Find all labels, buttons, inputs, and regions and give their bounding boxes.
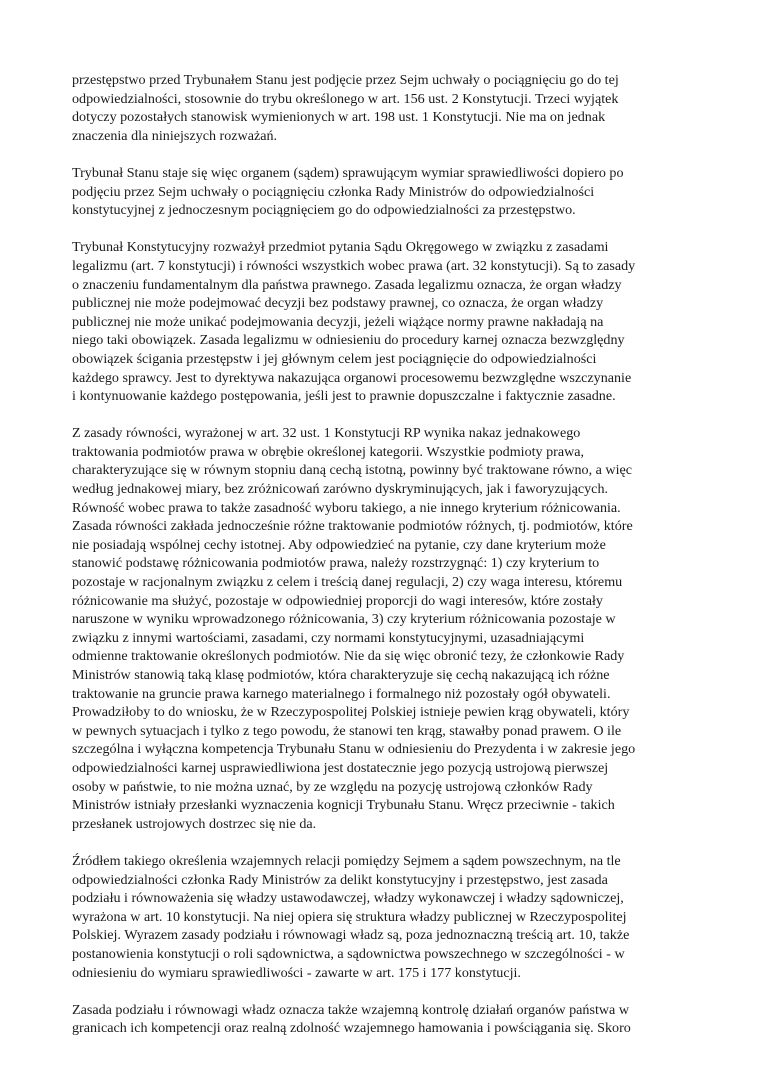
text-line: związku z innymi wartościami, zasadami, czy normami konstytucyjnymi, uzasadniającymi	[72, 629, 585, 646]
text-line: podjęciu przez Sejm uchwały o pociągnięciu członka Rady Ministrów do odpowiedzialności	[72, 183, 595, 200]
text-line: podziału i równoważenia się władzy ustawodawczej, władzy wykonawczej i władzy sądowniczej,	[72, 890, 624, 907]
text-line: Prowadziłoby to do wniosku, że w Rzeczypospolitej Polskiej istnieje pewien krąg obywateli, który	[72, 704, 630, 721]
text-line: nie posiadają wspólnej cechy istotnej. Aby odpowiedzieć na pytanie, czy dane kryterium może	[72, 536, 606, 553]
text-line: osoby w państwie, to nie można uznać, by ze względu na pozycję ustrojową członków Rady	[72, 778, 593, 795]
text-line: o znaczeniu fundamentalnym dla państwa prawnego. Zasada legalizmu oznacza, że organ władzy	[72, 276, 622, 293]
text-line: znaczenia dla niniejszych rozważań.	[72, 127, 278, 144]
text-line: stanowić podstawę różnicowania podmiotów prawa, należy rozstrzygnąć: 1) czy kryterium to	[72, 555, 600, 572]
text-line: dotyczy pozostałych stanowisk wymienionych w art. 198 ust. 1 Konstytucji. Nie ma on jednak	[72, 109, 606, 126]
paragraph	[72, 71, 694, 145]
text-line: obowiązek ścigania przestępstw i jej głównym celem jest pociągnięcie do odpowiedzialności	[72, 350, 597, 367]
document-page	[72, 71, 694, 1038]
text-line: Równość wobec prawa to także zasadność wyboru takiego, a nie innego kryterium różnicowania.	[72, 499, 621, 516]
text-line: niego taki obowiązek. Zasada legalizmu w odniesieniu do procedury karnej oznacza bezwzględny	[72, 332, 625, 349]
text-line: postanowienia konstytucji o roli sądownictwa, a sądownictwa powszechnego w szczególności - w	[72, 945, 625, 962]
text-line: konstytucyjnej z jednoczesnym pociągnięciem go do odpowiedzialności za przestępstwo.	[72, 202, 576, 219]
paragraph	[72, 1001, 694, 1038]
text-line: różnicowanie ma służyć, pozostaje w odpowiedniej proporcji do wagi interesów, które zostały	[72, 592, 603, 609]
paragraph	[72, 238, 694, 405]
text-line: odmienne traktowanie określonych podmiotów. Nie da się więc obronić tezy, że członkowie Rady	[72, 648, 625, 665]
text-line: Trybunał Konstytucyjny rozważył przedmiot pytania Sądu Okręgowego w związku z zasadami	[72, 239, 609, 256]
text-line: Źródłem takiego określenia wzajemnych relacji pomiędzy Sejmem a sądem powszechnym, na tle	[72, 852, 621, 869]
text-line: i kontynuowanie każdego postępowania, jeśli jest to prawnie dopuszczalne i faktycznie zasadne.	[72, 388, 616, 405]
text-line: Ministrów stanowią taką klasę podmiotów, która charakteryzuje się cechą nakazującą ich różne	[72, 667, 610, 683]
text-line: przestępstwo przed Trybunałem Stanu jest podjęcie przez Sejm uchwały o pociągnięciu go do tej	[72, 72, 619, 88]
text-line: Trybunał Stanu staje się więc organem (sądem) sprawującym wymiar sprawiedliwości dopiero po	[72, 164, 624, 181]
text-line: odpowiedzialności, stosownie do trybu określonego w art. 156 ust. 2 Konstytucji. Trzeci wyjątek	[72, 90, 619, 107]
text-line: każdego sprawcy. Jest to dyrektywa nakazująca organowi procesowemu bezwzględne wszczynanie	[72, 369, 632, 386]
text-line: traktowania podmiotów prawa w obrębie określonej kategorii. Wszystkie podmioty prawa,	[72, 443, 585, 460]
text-line: w pewnych sytuacjach i tylko z tego powodu, że stanowi ten krąg, stawałby ponad prawem. O ile	[72, 722, 622, 739]
text-line: naruszone w wyniku wprowadzonego różnicowania, 3) czy kryterium różnicowania pozostaje w	[72, 611, 616, 628]
text-line: traktowanie na gruncie prawa karnego materialnego i formalnego niż pozostały ogół obywateli.	[72, 685, 611, 702]
text-line: pozostaje w racjonalnym związku z celem i treścią danej regulacji, 2) czy waga interesu, któremu	[72, 574, 623, 591]
text-line: przesłanek ustrojowych dostrzec się nie da.	[72, 815, 317, 832]
text-line: szczególna i wyłączna kompetencja Trybunału Stanu w odniesieniu do Prezydenta i w zakresie jego	[72, 741, 636, 758]
text-line: publicznej nie może podejmować decyzji bez podstawy prawnej, co oznacza, że organ władzy	[72, 295, 604, 312]
text-line: według jednakowej miary, bez zróżnicowań zarówno dyskryminujących, jak i faworyzujących.	[72, 481, 609, 498]
paragraph	[72, 164, 694, 220]
paragraph	[72, 852, 694, 982]
text-line: Z zasady równości, wyrażonej w art. 32 ust. 1 Konstytucji RP wynika nakaz jednakowego	[72, 425, 581, 442]
paragraph	[72, 424, 694, 833]
text-line: odpowiedzialności karnej usprawiedliwiona jest dostatecznie jego pozycją ustrojową pierwszej	[72, 759, 609, 776]
text-line: publicznej nie może unikać podejmowania decyzji, jeżeli wiążące normy prawne nakładają na	[72, 313, 604, 330]
text-line: odniesieniu do wymiaru sprawiedliwości - zawarte w art. 175 i 177 konstytucji.	[72, 964, 521, 981]
text-line: granicach ich kompetencji oraz realną zdolność wzajemnego hamowania i powściągania się. Skoro	[72, 1020, 631, 1037]
text-line: Zasada podziału i równowagi władz oznacza także wzajemną kontrolę działań organów państwa w	[72, 1001, 629, 1018]
text-line: Ministrów istniały przesłanki wyznaczenia kognicji Trybunału Stanu. Wręcz przeciwnie - takich	[72, 797, 615, 814]
text-line: charakteryzujące się w równym stopniu daną cechą istotną, powinny być traktowane równo, a więc	[72, 462, 633, 479]
text-line: Zasada równości zakłada jednocześnie różne traktowanie podmiotów różnych, tj. podmiotów, które	[72, 518, 633, 535]
text-line: legalizmu (art. 7 konstytucji) i równości wszystkich wobec prawa (art. 32 konstytucji). Są to zasady	[72, 257, 636, 274]
text-line: wyrażona w art. 10 konstytucji. Na niej opiera się struktura władzy publicznej w Rzeczypospolitej	[72, 908, 627, 925]
text-line: Polskiej. Wyrazem zasady podziału i równowagi władz są, poza jednoznaczną treścią art. 10, także	[72, 927, 630, 944]
text-line: odpowiedzialności członka Rady Ministrów za delikt konstytucyjny i przestępstwo, jest zasada	[72, 871, 608, 888]
